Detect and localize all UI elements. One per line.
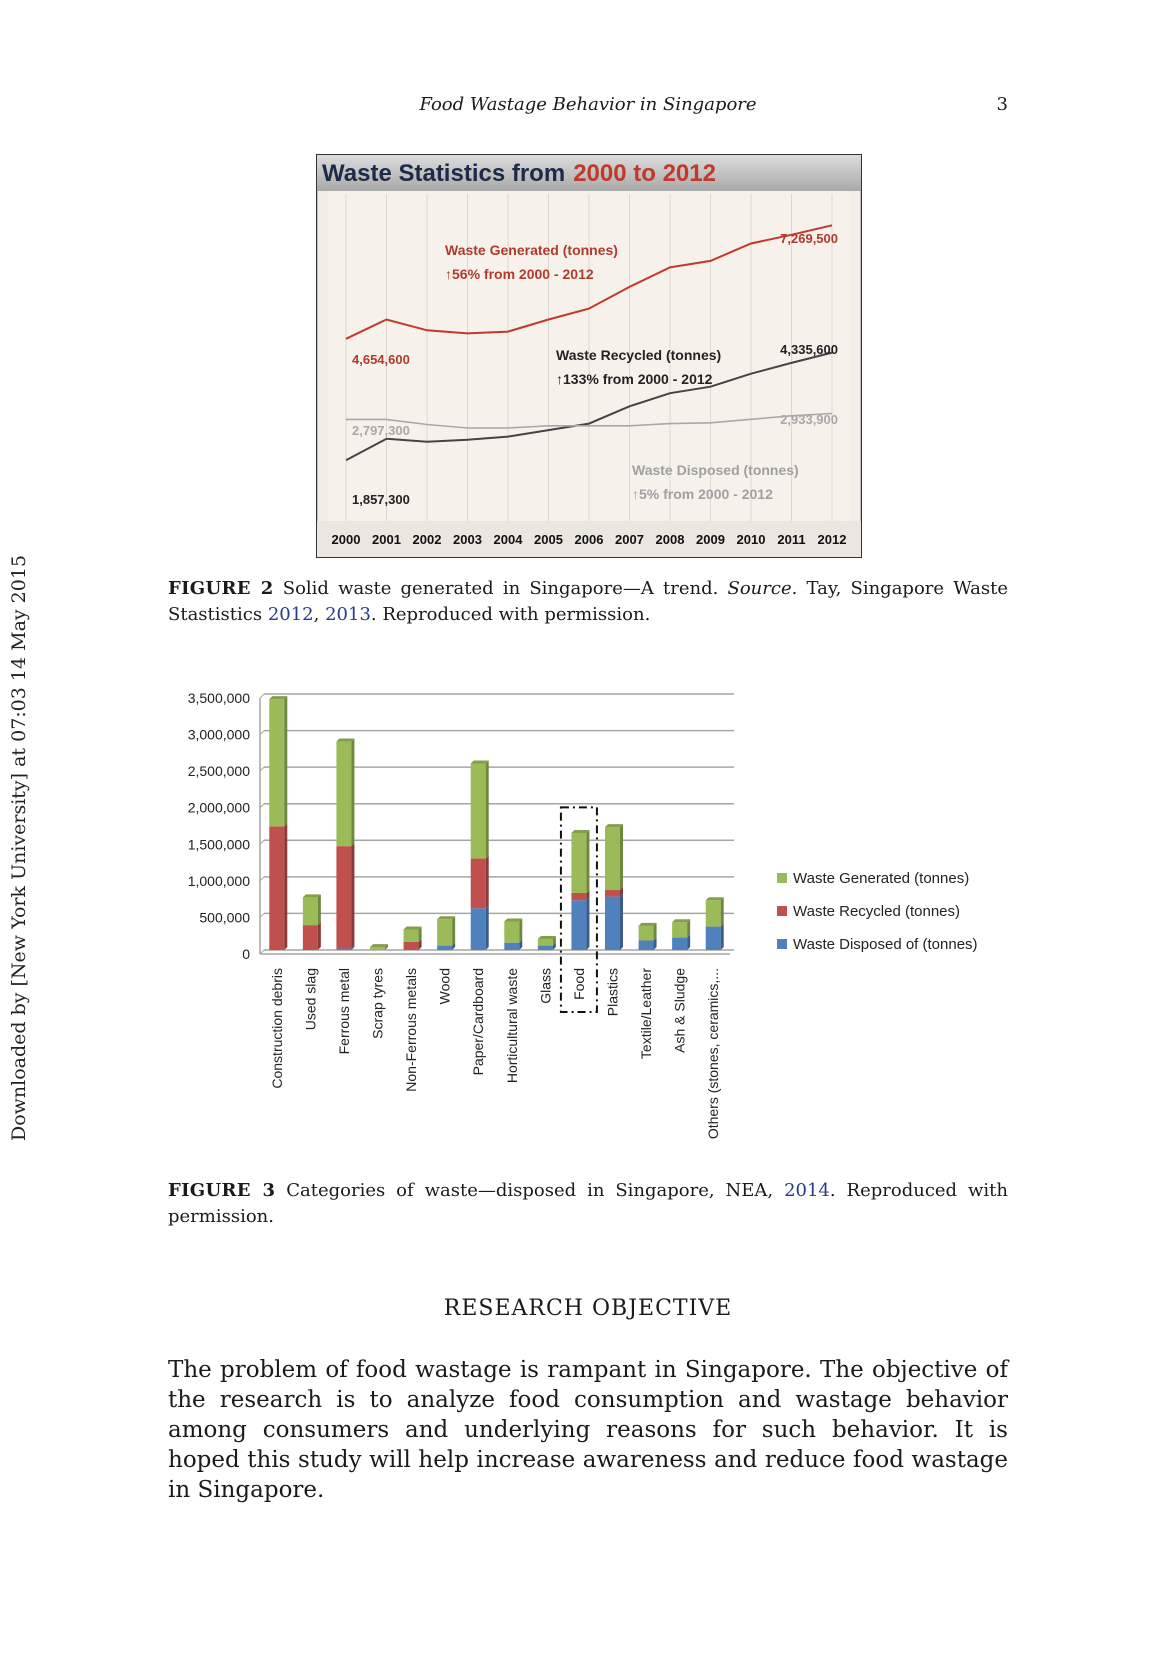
bar-segment [437, 946, 452, 950]
figure-2-source-label: Source. [727, 578, 798, 599]
bar-top [303, 894, 321, 897]
category-label: Textile/Leather [638, 968, 655, 1060]
page-header [168, 94, 1008, 120]
year-tick-label: 2002 [412, 532, 442, 547]
bar-segment [605, 897, 620, 950]
label-generated-start: 4,654,600 [352, 352, 410, 367]
figure-2 [316, 154, 862, 558]
download-note: Downloaded by [New York University] at 07:03 14 May 2015 [8, 554, 30, 1142]
bar-top [269, 696, 287, 699]
bar-segment [471, 763, 486, 858]
bar-segment [303, 897, 318, 925]
category-label: Non-Ferrous metals [403, 968, 420, 1092]
page-number: 3 [996, 94, 1008, 115]
gridline-depth [260, 694, 264, 698]
bar-top [706, 897, 724, 900]
figure-2-caption-tail: . Reproduced with permission. [370, 604, 651, 625]
y-tick-label: 3,500,000 [187, 690, 250, 706]
bar-segment [336, 949, 351, 950]
bar-side [318, 922, 321, 950]
bar-top [639, 923, 657, 926]
bar-segment [571, 900, 586, 950]
bar-top [504, 918, 522, 921]
bar-top [437, 916, 455, 919]
bar-top [605, 824, 623, 827]
category-label: Plastics [604, 968, 621, 1017]
reference-link-2012[interactable]: 2012 [267, 604, 314, 625]
bar-segment [404, 942, 419, 950]
bar-segment [706, 900, 721, 926]
bar-segment [303, 925, 318, 950]
figure-2-source-text: Tay, Singapore Waste Stastistics [168, 578, 1008, 625]
bar-side [586, 830, 589, 893]
waste-statistics-chart [316, 154, 862, 558]
bar-segment [571, 893, 586, 900]
figure-3-caption-text: Categories of waste—disposed in Singapore, NEA, [286, 1180, 774, 1201]
bar-side [318, 894, 321, 925]
bar-segment [504, 921, 519, 942]
figure-3 [160, 672, 1020, 1172]
bar-side [284, 823, 287, 950]
bar-segment [605, 890, 620, 897]
label-recycled-end: 4,335,600 [780, 342, 838, 357]
bar-top [404, 927, 422, 930]
plot-area [264, 694, 734, 950]
category-label: Paper/Cardboard [470, 968, 487, 1076]
bar-segment [538, 946, 553, 950]
annotation-generated: ↑56% from 2000 - 2012 [445, 266, 594, 282]
bar-side [586, 897, 589, 950]
bar-side [486, 856, 489, 909]
y-tick-label: 2,000,000 [187, 799, 250, 816]
year-tick-label: 2001 [372, 532, 401, 547]
year-tick-label: 2009 [696, 532, 725, 547]
bar-side [284, 696, 287, 826]
category-label: Others (stones, ceramics,... [705, 968, 722, 1140]
bar-side [519, 918, 522, 942]
bar-top [471, 760, 489, 763]
figure-3-caption [168, 1178, 1008, 1230]
annotation-disposed: ↑5% from 2000 - 2012 [632, 486, 773, 502]
category-label: Scrap tyres [369, 968, 386, 1039]
bar-segment [471, 859, 486, 909]
bar-side [620, 824, 623, 890]
bar-side [486, 760, 489, 858]
download-sidebar [5, 553, 33, 1143]
bar-top [538, 936, 556, 939]
legend-label: Waste Disposed of (tonnes) [793, 936, 978, 953]
y-tick-label: 1,000,000 [187, 872, 250, 889]
bar-segment [504, 943, 519, 950]
category-label: Horticultural waste [503, 968, 520, 1084]
bar-side [620, 894, 623, 950]
bar-segment [605, 827, 620, 890]
bar-top [672, 919, 690, 922]
label-generated-end: 7,269,500 [780, 231, 838, 246]
legend-swatch [777, 906, 787, 916]
year-tick-label: 2011 [777, 532, 806, 547]
year-tick-label: 2010 [736, 532, 766, 547]
category-label: Used slag [302, 968, 319, 1031]
y-tick-label: 2,500,000 [187, 763, 250, 780]
body-paragraph: The problem of food wastage is rampant in Singapore. The objective of the research is to analyze food consumption and wastage behavior among consumers and underlying reasons for such behavior. It is hoped this study will help increase awareness and reduce food wastage in Singapore. [168, 1357, 1008, 1503]
section-heading: RESEARCH OBJECTIVE [443, 1296, 733, 1321]
bar-segment [672, 922, 687, 937]
chart-title: Waste Statistics from 2000 to 2012 [322, 160, 716, 187]
bar-segment [639, 940, 654, 950]
y-tick-label: 3,000,000 [187, 726, 250, 743]
year-tick-label: 2000 [331, 532, 361, 547]
bar-side [654, 923, 657, 941]
bar-segment [437, 919, 452, 945]
series-name-generated: Waste Generated (tonnes) [445, 242, 618, 258]
bar-segment [471, 908, 486, 950]
figure-3-caption-tail: . Reproduced with permission. [168, 1180, 1008, 1227]
legend-label: Waste Recycled (tonnes) [793, 903, 961, 920]
y-tick-label: 0 [242, 946, 250, 962]
year-tick-label: 2006 [574, 532, 604, 547]
legend-swatch [777, 873, 787, 883]
bar-segment [706, 927, 721, 950]
bar-top [336, 739, 354, 742]
year-tick-label: 2004 [493, 532, 523, 547]
category-label: Ferrous metal [335, 968, 352, 1055]
bar-side [452, 916, 455, 945]
legend-swatch [777, 939, 787, 949]
bar-segment [336, 846, 351, 948]
bar-side [687, 919, 690, 937]
label-disposed-start: 2,797,300 [352, 423, 410, 438]
figure-3-label: FIGURE 3 [168, 1180, 276, 1201]
category-label: Food [570, 968, 587, 1000]
category-label: Wood [436, 968, 453, 1005]
bar-segment [672, 938, 687, 950]
reference-link-2013[interactable]: 2013 [325, 604, 371, 625]
figure-2-caption [168, 576, 1008, 628]
bar-segment [370, 947, 385, 950]
bar-segment [404, 930, 419, 942]
label-disposed-end: 2,933,900 [780, 412, 838, 427]
bar-top [571, 830, 589, 833]
year-tick-label: 2008 [655, 532, 685, 547]
bar-side [351, 843, 354, 948]
series-name-recycled: Waste Recycled (tonnes) [556, 347, 722, 363]
bar-segment [639, 926, 654, 941]
bar-side [351, 739, 354, 847]
bar-top [370, 944, 388, 947]
bar-side [721, 897, 724, 926]
category-label: Ash & Sludge [671, 968, 688, 1053]
annotation-recycled: ↑133% from 2000 - 2012 [556, 371, 713, 387]
running-title: Food Wastage Behavior in Singapore [419, 94, 757, 115]
figure-2-caption-text: Solid waste generated in Singapore—A trend. [282, 578, 719, 599]
bar-segment [538, 939, 553, 946]
y-tick-label: 1,500,000 [187, 836, 250, 853]
bar-segment [269, 699, 284, 826]
legend-label: Waste Generated (tonnes) [793, 870, 970, 887]
year-tick-label: 2012 [817, 532, 847, 547]
reference-link-2014[interactable]: 2014 [784, 1180, 830, 1201]
bar-segment [336, 742, 351, 847]
year-tick-label: 2007 [615, 532, 644, 547]
y-tick-label: 500,000 [199, 909, 250, 926]
series-name-disposed: Waste Disposed (tonnes) [632, 462, 799, 478]
bar-segment [269, 826, 284, 950]
figure-2-label: FIGURE 2 [168, 578, 274, 599]
year-tick-label: 2003 [453, 532, 482, 547]
category-label: Glass [537, 968, 554, 1004]
reference-separator: , [313, 604, 320, 625]
bar-side [486, 905, 489, 950]
bar-side [721, 924, 724, 950]
label-recycled-start: 1,857,300 [352, 492, 410, 507]
year-tick-label: 2005 [534, 532, 563, 547]
category-label: Construction debris [268, 968, 285, 1089]
waste-categories-chart [160, 672, 1020, 1172]
bar-segment [571, 833, 586, 893]
